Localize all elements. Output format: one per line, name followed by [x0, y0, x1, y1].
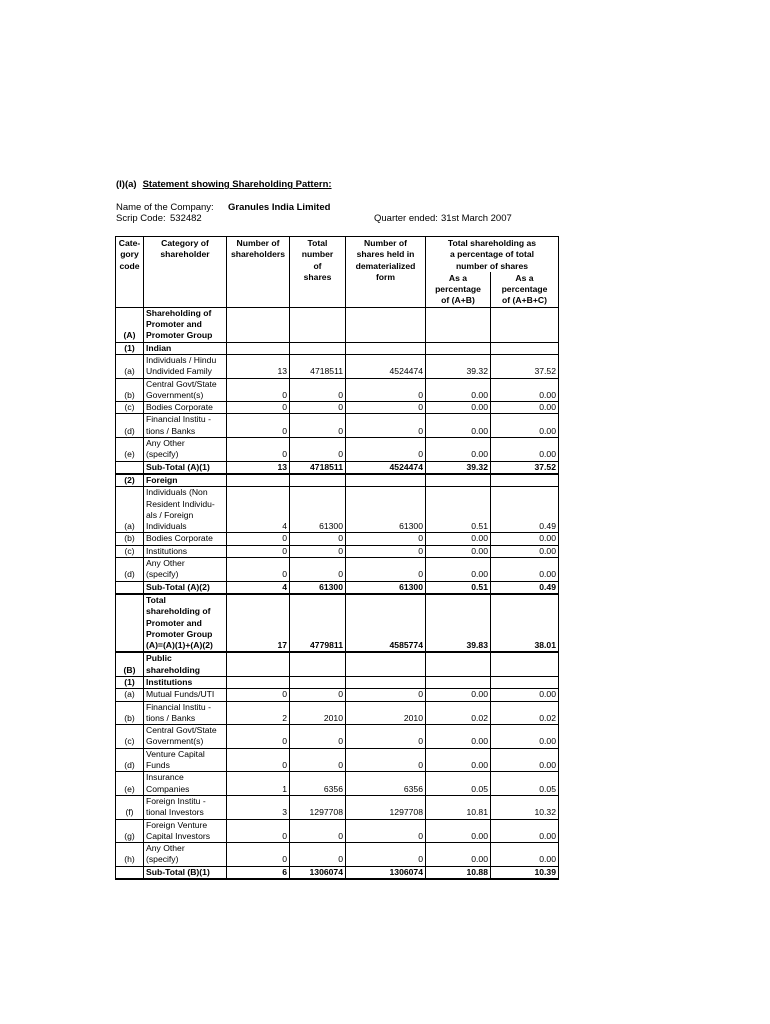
table-row [116, 866, 559, 879]
table-row [116, 533, 559, 545]
table-row [116, 795, 559, 819]
shareholders-cell [227, 652, 290, 676]
shareholders-cell: 0 [227, 819, 290, 843]
scrip-code-label: Scrip Code: [116, 213, 166, 224]
category-cell: Institutions [144, 676, 227, 688]
shareholders-cell: 13 [227, 461, 290, 474]
category-code-cell: (d) [116, 558, 144, 582]
shareholders-cell: 4 [227, 581, 290, 594]
pct-abc-cell: 0.00 [491, 533, 559, 545]
shareholders-cell: 2 [227, 701, 290, 725]
category-code-cell: (a) [116, 487, 144, 533]
demat-shares-cell [346, 474, 426, 487]
category-code-cell: (d) [116, 414, 144, 438]
shareholders-cell: 1 [227, 772, 290, 796]
table-row [116, 676, 559, 688]
demat-shares-cell: 0 [346, 558, 426, 582]
pct-ab-cell: 0.05 [426, 772, 491, 796]
category-cell: Total shareholding of Promoter and Promoter Group (A)=(A)(1)+(A)(2) [144, 594, 227, 652]
category-code-cell: (b) [116, 378, 144, 402]
pct-abc-cell: 0.00 [491, 545, 559, 557]
company-name-label: Name of the Company: [116, 202, 214, 213]
table-row [116, 438, 559, 462]
total-shares-cell: 0 [290, 748, 346, 772]
shareholders-cell [227, 307, 290, 342]
total-shares-cell [290, 676, 346, 688]
header-category-code: Cate- gory code [116, 237, 144, 308]
pct-abc-cell [491, 307, 559, 342]
category-cell: Shareholding of Promoter and Promoter Group [144, 307, 227, 342]
total-shares-cell: 0 [290, 843, 346, 867]
category-code-cell: (d) [116, 748, 144, 772]
pct-ab-cell: 0.00 [426, 414, 491, 438]
category-code-cell: (c) [116, 402, 144, 414]
category-code-cell: (a) [116, 689, 144, 701]
category-cell: Individuals (Non Resident Individu- als / Foreign Individuals [144, 487, 227, 533]
pct-ab-cell: 0.00 [426, 378, 491, 402]
total-shares-cell: 0 [290, 438, 346, 462]
demat-shares-cell: 0 [346, 438, 426, 462]
total-shares-cell: 6356 [290, 772, 346, 796]
pct-ab-cell [426, 474, 491, 487]
total-shares-cell: 1306074 [290, 866, 346, 879]
demat-shares-cell: 0 [346, 533, 426, 545]
statement-title: Statement showing Shareholding Pattern: [142, 179, 332, 190]
pct-ab-cell: 0.00 [426, 843, 491, 867]
demat-shares-cell [346, 307, 426, 342]
shareholding-table [115, 236, 559, 880]
demat-shares-cell: 1297708 [346, 795, 426, 819]
shareholders-cell [227, 676, 290, 688]
demat-shares-cell: 0 [346, 689, 426, 701]
shareholders-cell: 13 [227, 354, 290, 378]
category-cell: Sub-Total (A)(1) [144, 461, 227, 474]
header-pct-abc: As a percentage of (A+B+C) [491, 272, 559, 307]
pct-abc-cell: 0.00 [491, 378, 559, 402]
pct-ab-cell: 10.81 [426, 795, 491, 819]
table-row [116, 748, 559, 772]
pct-abc-cell: 38.01 [491, 594, 559, 652]
category-code-cell: (h) [116, 843, 144, 867]
category-code-cell: (2) [116, 474, 144, 487]
category-code-cell: (g) [116, 819, 144, 843]
shareholders-cell: 3 [227, 795, 290, 819]
total-shares-cell: 0 [290, 533, 346, 545]
category-code-cell [116, 461, 144, 474]
pct-ab-cell: 39.32 [426, 461, 491, 474]
table-row [116, 545, 559, 557]
category-cell: Central Govt/State Government(s) [144, 725, 227, 749]
demat-shares-cell: 0 [346, 545, 426, 557]
table-row [116, 354, 559, 378]
table-row [116, 474, 559, 487]
category-cell: Insurance Companies [144, 772, 227, 796]
pct-ab-cell: 0.51 [426, 487, 491, 533]
pct-ab-cell: 39.83 [426, 594, 491, 652]
shareholders-cell: 17 [227, 594, 290, 652]
table-row [116, 378, 559, 402]
category-code-cell: (1) [116, 342, 144, 354]
pct-abc-cell [491, 652, 559, 676]
pct-ab-cell: 0.00 [426, 545, 491, 557]
pct-abc-cell: 0.00 [491, 689, 559, 701]
pct-ab-cell: 0.00 [426, 438, 491, 462]
total-shares-cell: 0 [290, 414, 346, 438]
statement-prefix: (I)(a) [116, 179, 137, 190]
category-cell: Bodies Corporate [144, 402, 227, 414]
demat-shares-cell: 0 [346, 843, 426, 867]
category-code-cell: (b) [116, 701, 144, 725]
total-shares-cell: 2010 [290, 701, 346, 725]
total-shares-cell: 0 [290, 725, 346, 749]
shareholders-cell: 0 [227, 545, 290, 557]
table-row [116, 342, 559, 354]
category-code-cell: (c) [116, 725, 144, 749]
table-row [116, 594, 559, 652]
table-row [116, 487, 559, 533]
category-code-cell: (f) [116, 795, 144, 819]
total-shares-cell: 0 [290, 558, 346, 582]
pct-abc-cell: 0.00 [491, 414, 559, 438]
category-cell: Any Other (specify) [144, 843, 227, 867]
quarter-ended: 31st March 2007 [441, 213, 512, 224]
shareholders-cell: 0 [227, 725, 290, 749]
category-cell: Individuals / Hindu Undivided Family [144, 354, 227, 378]
shareholders-cell: 0 [227, 378, 290, 402]
category-cell: Any Other (specify) [144, 438, 227, 462]
category-cell: Foreign [144, 474, 227, 487]
total-shares-cell: 0 [290, 402, 346, 414]
category-cell: Foreign Venture Capital Investors [144, 819, 227, 843]
header-total-shares: Total number of shares [290, 237, 346, 308]
pct-abc-cell: 0.00 [491, 438, 559, 462]
pct-abc-cell: 0.00 [491, 843, 559, 867]
shareholders-cell [227, 474, 290, 487]
table-row [116, 725, 559, 749]
shareholders-cell: 0 [227, 689, 290, 701]
total-shares-cell: 4718511 [290, 461, 346, 474]
category-cell: Central Govt/State Government(s) [144, 378, 227, 402]
category-cell: Indian [144, 342, 227, 354]
pct-abc-cell: 0.49 [491, 487, 559, 533]
pct-abc-cell: 10.39 [491, 866, 559, 879]
company-name: Granules India Limited [228, 202, 331, 213]
category-code-cell: (1) [116, 676, 144, 688]
table-row [116, 772, 559, 796]
category-cell: Financial Institu - tions / Banks [144, 414, 227, 438]
table-row [116, 701, 559, 725]
demat-shares-cell [346, 676, 426, 688]
pct-abc-cell [491, 474, 559, 487]
pct-ab-cell: 0.00 [426, 402, 491, 414]
demat-shares-cell: 4524474 [346, 354, 426, 378]
shareholders-cell: 6 [227, 866, 290, 879]
category-code-cell: (A) [116, 307, 144, 342]
scrip-code: 532482 [170, 213, 202, 224]
total-shares-cell: 0 [290, 545, 346, 557]
pct-ab-cell: 0.00 [426, 558, 491, 582]
total-shares-cell [290, 474, 346, 487]
pct-ab-cell: 0.51 [426, 581, 491, 594]
demat-shares-cell: 0 [346, 748, 426, 772]
total-shares-cell: 4779811 [290, 594, 346, 652]
table-row [116, 689, 559, 701]
pct-ab-cell: 39.32 [426, 354, 491, 378]
category-code-cell [116, 581, 144, 594]
total-shares-cell [290, 307, 346, 342]
category-cell: Financial Institu - tions / Banks [144, 701, 227, 725]
total-shares-cell: 61300 [290, 487, 346, 533]
pct-ab-cell [426, 307, 491, 342]
category-code-cell: (e) [116, 772, 144, 796]
header-total-shareholding-pct: Total shareholding as a percentage of total number of shares [426, 237, 559, 272]
demat-shares-cell [346, 652, 426, 676]
table-row [116, 652, 559, 676]
category-code-cell: (a) [116, 354, 144, 378]
table-row [116, 581, 559, 594]
demat-shares-cell: 61300 [346, 581, 426, 594]
demat-shares-cell: 2010 [346, 701, 426, 725]
shareholders-cell: 0 [227, 843, 290, 867]
category-code-cell: (b) [116, 533, 144, 545]
shareholders-cell: 0 [227, 533, 290, 545]
pct-abc-cell [491, 342, 559, 354]
shareholders-cell: 4 [227, 487, 290, 533]
pct-ab-cell: 0.02 [426, 701, 491, 725]
table-row [116, 843, 559, 867]
total-shares-cell: 61300 [290, 581, 346, 594]
pct-abc-cell: 0.02 [491, 701, 559, 725]
pct-abc-cell: 0.49 [491, 581, 559, 594]
pct-ab-cell [426, 342, 491, 354]
category-cell: Venture Capital Funds [144, 748, 227, 772]
category-cell: Sub-Total (B)(1) [144, 866, 227, 879]
category-code-cell [116, 866, 144, 879]
category-cell: Sub-Total (A)(2) [144, 581, 227, 594]
header-category: Category of shareholder [144, 237, 227, 308]
pct-ab-cell: 0.00 [426, 725, 491, 749]
shareholders-cell: 0 [227, 748, 290, 772]
category-cell: Bodies Corporate [144, 533, 227, 545]
demat-shares-cell: 4524474 [346, 461, 426, 474]
total-shares-cell [290, 652, 346, 676]
category-cell: Foreign Institu - tional Investors [144, 795, 227, 819]
header-demat-shares: Number of shares held in dematerialized form [346, 237, 426, 308]
demat-shares-cell: 0 [346, 725, 426, 749]
pct-ab-cell: 0.00 [426, 819, 491, 843]
total-shares-cell: 0 [290, 689, 346, 701]
category-code-cell: (e) [116, 438, 144, 462]
total-shares-cell: 1297708 [290, 795, 346, 819]
demat-shares-cell: 0 [346, 378, 426, 402]
category-code-cell [116, 594, 144, 652]
table-row [116, 558, 559, 582]
statement-heading [116, 179, 332, 190]
demat-shares-cell: 4585774 [346, 594, 426, 652]
pct-abc-cell: 37.52 [491, 461, 559, 474]
category-cell: Any Other (specify) [144, 558, 227, 582]
header-num-shareholders: Number of shareholders [227, 237, 290, 308]
pct-ab-cell: 0.00 [426, 748, 491, 772]
pct-ab-cell [426, 676, 491, 688]
pct-abc-cell: 37.52 [491, 354, 559, 378]
category-code-cell: (B) [116, 652, 144, 676]
shareholders-cell: 0 [227, 402, 290, 414]
pct-ab-cell: 10.88 [426, 866, 491, 879]
category-code-cell: (c) [116, 545, 144, 557]
category-cell: Public shareholding [144, 652, 227, 676]
header-pct-ab: As a percentage of (A+B) [426, 272, 491, 307]
total-shares-cell: 0 [290, 819, 346, 843]
demat-shares-cell: 6356 [346, 772, 426, 796]
demat-shares-cell: 0 [346, 402, 426, 414]
demat-shares-cell: 0 [346, 819, 426, 843]
demat-shares-cell [346, 342, 426, 354]
table-row [116, 402, 559, 414]
demat-shares-cell: 0 [346, 414, 426, 438]
pct-ab-cell [426, 652, 491, 676]
demat-shares-cell: 1306074 [346, 866, 426, 879]
pct-abc-cell [491, 676, 559, 688]
pct-abc-cell: 0.00 [491, 402, 559, 414]
pct-abc-cell: 0.05 [491, 772, 559, 796]
shareholders-cell: 0 [227, 558, 290, 582]
pct-abc-cell: 0.00 [491, 819, 559, 843]
table-row [116, 819, 559, 843]
demat-shares-cell: 61300 [346, 487, 426, 533]
table-row [116, 307, 559, 342]
pct-ab-cell: 0.00 [426, 533, 491, 545]
quarter-ended-label: Quarter ended: [374, 213, 438, 224]
table-row [116, 414, 559, 438]
shareholders-cell: 0 [227, 414, 290, 438]
category-cell: Institutions [144, 545, 227, 557]
shareholders-cell: 0 [227, 438, 290, 462]
total-shares-cell [290, 342, 346, 354]
shareholders-cell [227, 342, 290, 354]
pct-abc-cell: 0.00 [491, 725, 559, 749]
table-row [116, 461, 559, 474]
pct-ab-cell: 0.00 [426, 689, 491, 701]
pct-abc-cell: 0.00 [491, 558, 559, 582]
pct-abc-cell: 0.00 [491, 748, 559, 772]
total-shares-cell: 4718511 [290, 354, 346, 378]
category-cell: Mutual Funds/UTI [144, 689, 227, 701]
total-shares-cell: 0 [290, 378, 346, 402]
pct-abc-cell: 10.32 [491, 795, 559, 819]
